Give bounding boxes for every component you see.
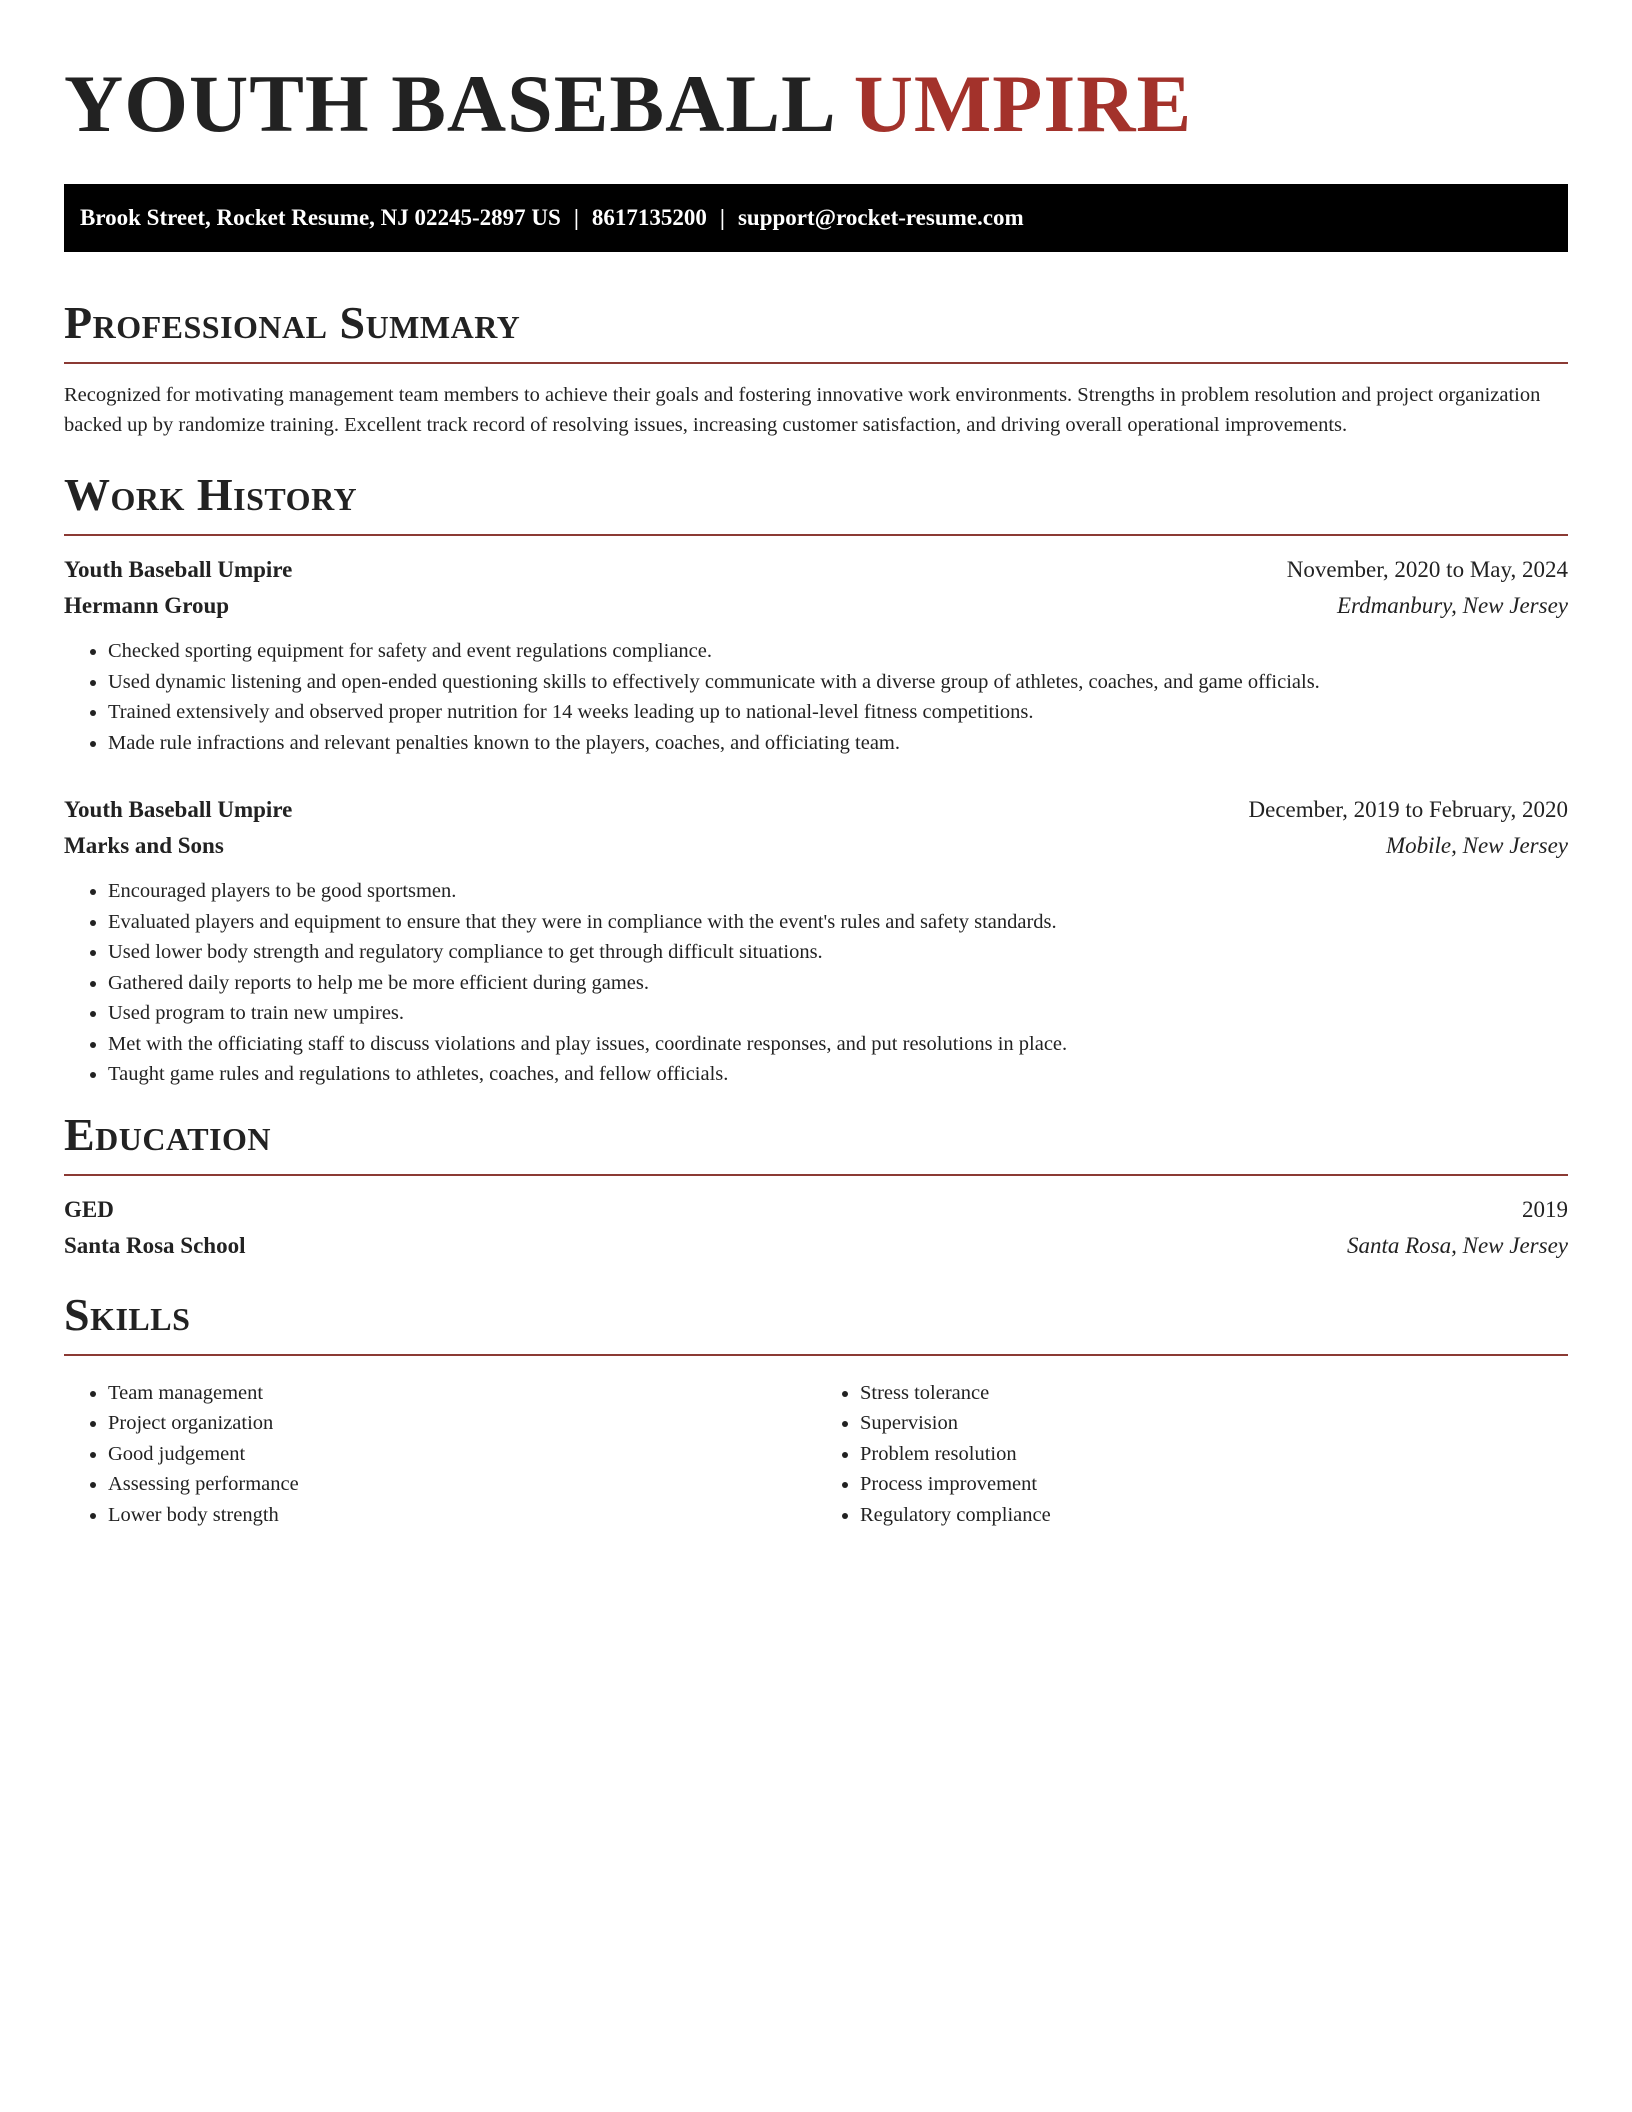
education-header-row [64, 1192, 1568, 1228]
skills-columns [64, 1372, 1568, 1531]
list-item: • Checked sporting equipment for safety and event regulations compliance. [108, 636, 1568, 667]
list-item: • Encouraged players to be good sportsmen. [108, 876, 1568, 907]
list-item: • Made rule infractions and relevant penalties known to the players, coaches, and officiating team. [108, 728, 1568, 759]
job-company-row [64, 828, 1568, 864]
skill-item: • Supervision [860, 1408, 1568, 1439]
contact-bar [64, 184, 1568, 252]
contact-address: Brook Street, Rocket Resume, NJ 02245-2897 US [80, 205, 561, 230]
section-divider [64, 362, 1568, 364]
list-item: • Used program to train new umpires. [108, 998, 1568, 1029]
education-section [64, 1110, 1568, 1264]
section-divider [64, 1174, 1568, 1176]
job-location: Erdmanbury, New Jersey [1336, 593, 1568, 618]
education-year: 2019 [1522, 1196, 1568, 1222]
section-heading-skills: Skills [64, 1288, 191, 1340]
section-heading-summary: Professional Summary [64, 297, 521, 348]
job-title: Youth Baseball Umpire [64, 797, 293, 822]
skill-item: • Assessing performance [108, 1469, 816, 1500]
job-dates: December, 2019 to February, 2020 [1248, 797, 1568, 822]
section-heading-education: Education [64, 1108, 272, 1160]
skills-list-left [64, 1378, 816, 1531]
job-duties-list [64, 636, 1568, 758]
skill-item: • Stress tolerance [860, 1378, 1568, 1409]
education-degree: GED [64, 1196, 114, 1222]
section-divider [64, 534, 1568, 536]
job-title: Youth Baseball Umpire [64, 557, 293, 582]
title-accent: UMPIRE [853, 58, 1193, 149]
job-duties-list [64, 876, 1568, 1090]
resume-title [64, 58, 1568, 150]
skills-section [64, 1290, 1568, 1531]
list-item: • Trained extensively and observed proper nutrition for 14 weeks leading up to national-level fitness competitions. [108, 697, 1568, 728]
education-location: Santa Rosa, New Jersey [1346, 1232, 1568, 1258]
list-item: • Evaluated players and equipment to ensure that they were in compliance with the event's rules and safety standards. [108, 907, 1568, 938]
contact-email[interactable]: support@rocket-resume.com [737, 205, 1024, 230]
summary-text: Recognized for motivating management team members to achieve their goals and fostering innovative work environments. Strengths in problem resolution and project organization backed up by randomize training. Excellent track record of resolving issues, increasing customer satisfaction, and driving overall operational improvements. [64, 384, 1541, 436]
skill-item: • Problem resolution [860, 1439, 1568, 1470]
list-item: • Met with the officiating staff to discuss violations and play issues, coordinate responses, and put resolutions in place. [108, 1029, 1568, 1060]
list-item: • Gathered daily reports to help me be more efficient during games. [108, 968, 1568, 999]
title-main: YOUTH BASEBALL [64, 58, 833, 149]
skill-item: • Project organization [108, 1408, 816, 1439]
skill-item: • Good judgement [108, 1439, 816, 1470]
contact-phone[interactable]: 8617135200 [591, 205, 707, 230]
education-school: Santa Rosa School [64, 1232, 246, 1258]
skill-item: • Regulatory compliance [860, 1500, 1568, 1531]
job-header-row [64, 552, 1568, 588]
skill-item: • Lower body strength [108, 1500, 816, 1531]
work-history-section [64, 470, 1568, 1090]
list-item: • Taught game rules and regulations to athletes, coaches, and fellow officials. [108, 1059, 1568, 1090]
job-company: Hermann Group [64, 593, 230, 618]
job-entry [64, 552, 1568, 758]
list-item: • Used dynamic listening and open-ended questioning skills to effectively communicate with a diverse group of athletes, coaches, and game officials. [108, 667, 1568, 698]
job-location: Mobile, New Jersey [1385, 833, 1568, 858]
contact-separator: | [719, 205, 725, 230]
job-company-row [64, 588, 1568, 624]
skills-list-right [816, 1378, 1568, 1531]
job-dates: November, 2020 to May, 2024 [1286, 557, 1568, 582]
skill-item: • Team management [108, 1378, 816, 1409]
education-school-row [64, 1228, 1568, 1264]
list-item: • Used lower body strength and regulatory compliance to get through difficult situations. [108, 937, 1568, 968]
job-company: Marks and Sons [64, 833, 224, 858]
contact-separator: | [573, 205, 579, 230]
job-header-row [64, 792, 1568, 828]
section-divider [64, 1354, 1568, 1356]
summary-section [64, 298, 1568, 440]
skill-item: • Process improvement [860, 1469, 1568, 1500]
job-entry [64, 792, 1568, 1090]
section-heading-work-history: Work History [64, 469, 358, 520]
